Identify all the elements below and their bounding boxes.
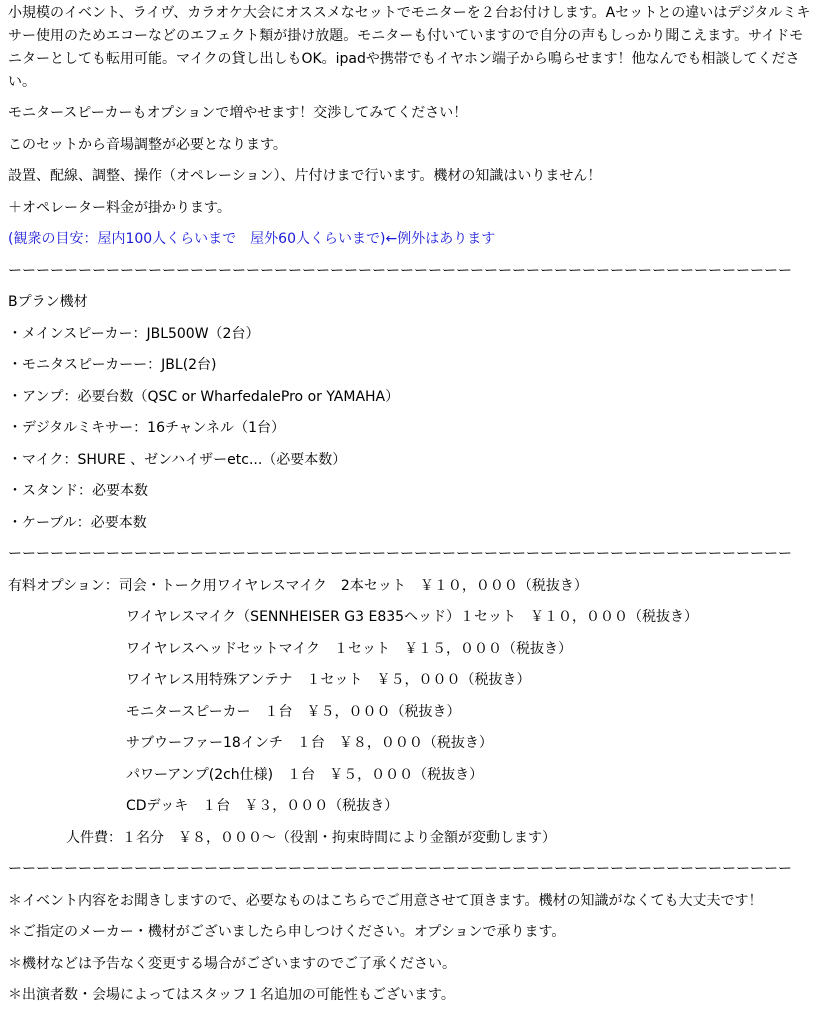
option-item-antenna: ワイヤレス用特殊アンテナ １セット ￥５，０００（税抜き） (126, 672, 531, 688)
note-monitor-option: モニタースピーカーもオプションで増やせます！交渉してみてください！ (8, 105, 468, 121)
plan-item-digital-mixer: ・デジタルミキサー：16チャンネル（1台） (8, 420, 286, 436)
footer-note-staff: ＊出演者数・会場によってはスタッフ１名追加の可能性もございます。 (8, 987, 455, 1003)
option-item-power-amp: パワーアンプ(2ch仕様) １台 ￥５，０００（税抜き） (126, 766, 484, 783)
note-operator-fee: ＋オペレーター料金が掛かります。 (8, 199, 231, 216)
plan-item-mic: ・マイク：SHURE 、ゼンハイザーetc...（必要本数） (8, 451, 347, 468)
plan-item-cable: ・ケーブル：必要本数 (8, 514, 147, 531)
footer-note-event: ＊イベント内容をお聞きしますので、必要なものはこちらでご用意させて頂きます。機材の知識がなくても大丈夫です！ (8, 892, 763, 909)
option-item-cd-deck: CDデッキ １台 ￥３，０００（税抜き） (126, 798, 399, 814)
option-staff-fee: 人件費：１名分 ￥８，０００～（役割・拘束時間により金額が変動します） (66, 829, 556, 846)
option-item-subwoofer: サブウーファー18インチ １台 ￥８，０００（税抜き） (126, 735, 493, 751)
note-operation-scope: 設置、配線、調整、操作（オペレーション）、片付けまで行います。機材の知識はいりません！ (8, 168, 602, 184)
footer-note-maker: ＊ご指定のメーカー・機材がございましたら申しつけください。オプションで承ります。 (8, 924, 566, 940)
option-item-sennheiser-headset: ワイヤレスマイク（SENNHEISER G3 E835ヘッド）１セット ￥１０，０００（税抜き） (126, 609, 699, 625)
divider-2: ーーーーーーーーーーーーーーーーーーーーーーーーーーーーーーーーーーーーーーーーーーーーーーーーーーーーーーーー (8, 546, 792, 562)
footer-note-change: ＊機材などは予告なく変更する場合がございますのでご了承ください。 (8, 955, 456, 972)
plan-title: Bプラン機材 (8, 294, 88, 310)
intro-paragraph: 小規模のイベント、ライヴ、カラオケ大会にオススメなセットでモニターを２台お付けします。Aセットとの違いはデジタルミキサー使用のためエコーなどのエフェクト類が掛け放題。モニターも付いていますので自分の声もしっかり聞こえます。サイドモニターとしても転用可能。マイクの貸し出しもOK。ipadや携帯でもイヤホン端子から鳴らせます！他なんでも相談してください。 (8, 5, 811, 90)
option-row-first (8, 575, 812, 598)
audience-estimate: (観衆の目安：屋内100人くらいまで 屋外60人くらいまで)←例外はあります (8, 231, 496, 247)
divider-3: ーーーーーーーーーーーーーーーーーーーーーーーーーーーーーーーーーーーーーーーーーーーーーーーーーーーーーーーー (8, 861, 792, 877)
option-item-monitor-speaker: モニタースピーカー １台 ￥５，０００（税抜き） (126, 703, 461, 720)
note-sound-adjust: このセットから音場調整が必要となります。 (8, 136, 287, 153)
option-item-wireless-headset: ワイヤレスヘッドセットマイク １セット ￥１５，０００（税抜き） (126, 640, 573, 657)
option-item-wireless-mic-set: 司会・トーク用ワイヤレスマイク 2本セット ￥１０，０００（税抜き） (118, 577, 588, 594)
divider-1: ーーーーーーーーーーーーーーーーーーーーーーーーーーーーーーーーーーーーーーーーーーーーーーーーーーーーーーーー (8, 262, 792, 279)
plan-item-main-speaker: ・メインスピーカー：JBL500W（2台） (8, 325, 260, 342)
plan-item-monitor-speaker: ・モニタスピーカーー：JBL(2台) (8, 357, 217, 373)
plan-item-stand: ・スタンド：必要本数 (8, 483, 148, 499)
options-label: 有料オプション： (8, 577, 119, 594)
plan-item-amp: ・アンプ：必要台数（QSC or WharfedalePro or YAMAHA） (8, 388, 400, 405)
